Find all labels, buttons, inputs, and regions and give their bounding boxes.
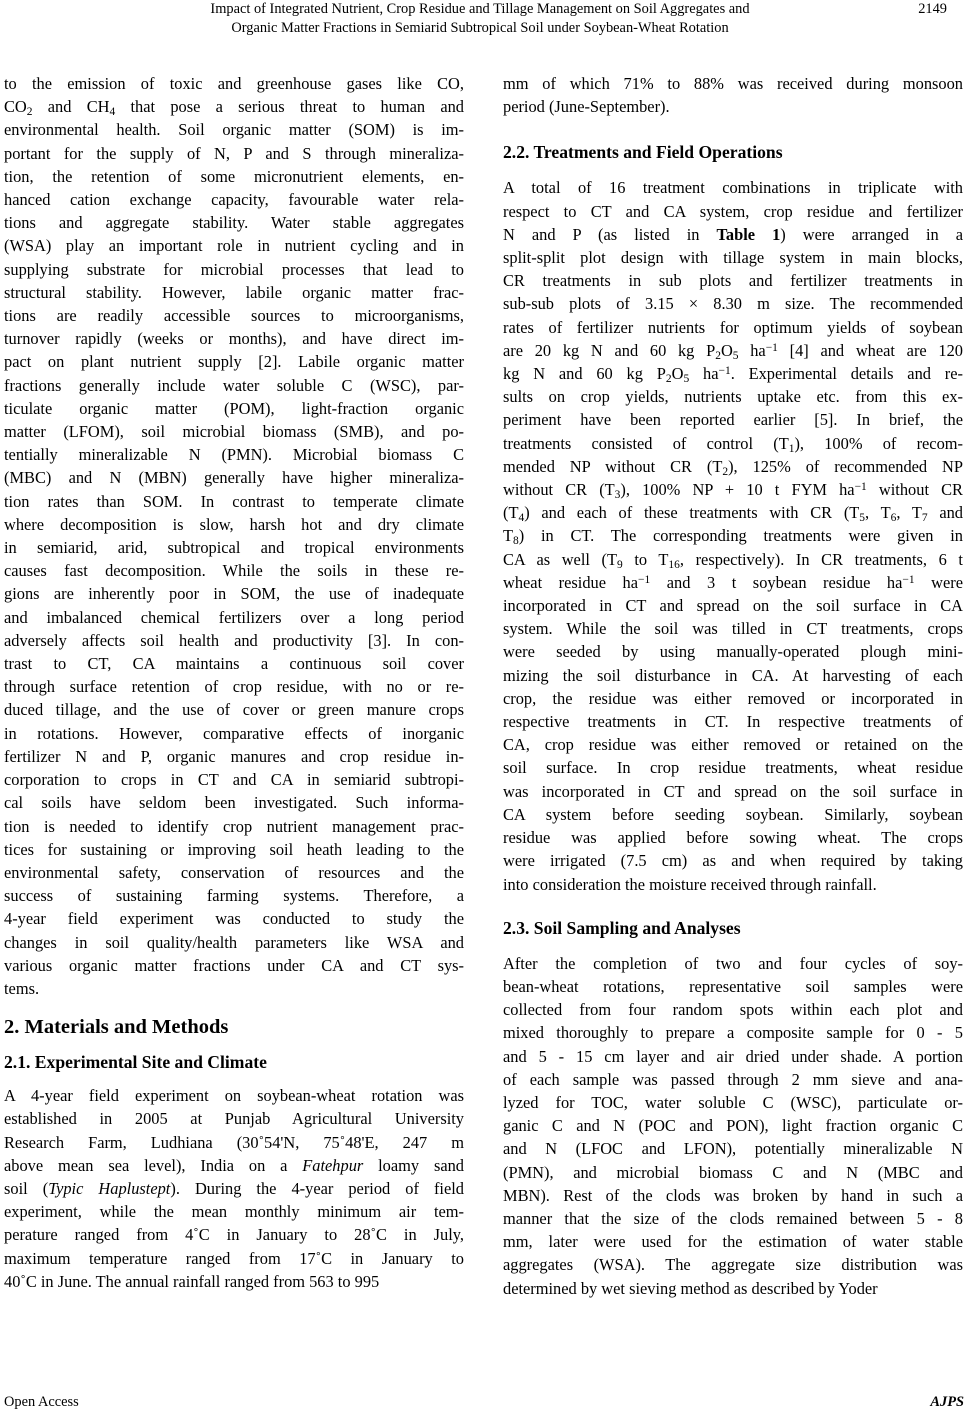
text-line: mizing the soil disturbance in CA. At harvesting of each [503,665,963,685]
text-line: incorporated in CT and spread on the soil surface in CA [503,596,963,616]
text-line: hanced cation exchange capacity, favourable water rela- [4,190,464,210]
right-column [503,72,963,1300]
text-line: environmental health. Soil organic matter (SOM) is im- [4,120,464,140]
text-line: was incorporated in CT and spread on the soil surface in [503,781,963,801]
text-line: corporation to crops in CT and CA in semiarid subtropi- [4,770,464,790]
text-line: where decomposition is slow, harsh hot and dry climate [4,514,464,534]
text-line: ticulate organic matter (POM), light-fraction organic [4,398,464,418]
text-line: CR treatments in sub plots and fertilizer treatments in [503,271,963,291]
text-line: rates of fertilizer nutrients for optimum yields of soybean [503,317,963,337]
text-line: split-split plot design with tillage system in main blocks, [503,248,963,268]
text-line: CA system before seeding soybean. Similarly, soybean [503,804,963,824]
text-line: crop, the residue was either removed or incorporated in [503,688,963,708]
text-line: periment have been reported earlier [5]. In brief, the [503,410,963,430]
paragraph-treatments [503,176,963,895]
text-line: soil (Typic Haplustept). During the 4-year period of field [4,1178,464,1198]
text-line: mm of which 71% to 88% was received during monsoon [503,74,963,93]
text-line: $T_8$) in CT. The corresponding treatments were given in [503,526,963,548]
subsection-heading-treatments: 2.2. Treatments and Field Operations [503,142,783,163]
text-line: mixed thoroughly to prepare a composite sample for 0 - 5 [503,1023,963,1043]
text-line: fertilizer N and P, organic manures and crop residue in- [4,746,464,766]
text-line: sub-sub plots of 3.15 × 8.30 m size. The recommended [503,294,963,314]
text-line: $CO_2$ and $CH_4$ that pose a serious threat to human and [4,97,464,119]
running-title [120,0,840,38]
text-line: (WSA) play an important role in nutrient cycling and in [4,236,464,256]
text-line: above mean sea level), India on a Fatehpur loamy sand [4,1155,464,1175]
text-line: tion, the retention of some micronutrient elements, en- [4,166,464,186]
subsection-heading-soil-sampling: 2.3. Soil Sampling and Analyses [503,917,741,938]
text-line: in rotations. However, comparative effects of inorganic [4,723,464,743]
text-line: were seeded by using manually-operated plough mini- [503,642,963,662]
text-line: determined by wet sieving method as described by Yoder [503,1278,878,1298]
text-line: After the completion of two and four cycles of soy- [503,953,963,973]
text-line: success of sustaining farming systems. Therefore, a [4,886,464,906]
text-line: tems. [4,978,40,998]
text-line: tion rates than SOM. In contrast to temperate climate [4,491,464,511]
text-line: collected from four random spots within each plot and [503,1000,963,1020]
text-line: experiment, while the mean monthly minimum air tem- [4,1202,464,1222]
text-line: in semiarid, arid, subtropical and tropical environments [4,538,464,558]
text-line: matter (LFOM), soil microbial biomass (SMB), and po- [4,422,464,442]
text-line: Research Farm, Ludhiana (30˚54'N, 75˚48'E, 247 m [4,1132,464,1152]
text-line: fractions generally include water soluble C (WSC), par- [4,375,464,395]
text-line: through surface retention of crop residue, with no or re- [4,677,464,697]
text-line: and N (LFOC and LFON), potentially mineralizable N [503,1139,963,1159]
text-line: gions are inherently poor in SOM, the use of inadequate [4,584,464,604]
text-line: tentially mineralizable N (PMN). Microbial biomass C [4,445,464,465]
text-line: wheat residue $ha^{-1}$ and 3 t soybean residue $ha^{-1}$ were [503,572,963,592]
text-line: established in 2005 at Punjab Agricultural University [4,1109,464,1129]
text-line: respective treatments in CT. In respective treatments of [503,712,963,732]
text-line: aggregates (WSA). The aggregate size distribution was [503,1255,963,1275]
paragraph-soil-sampling [503,952,963,1300]
running-title-line-1: Impact of Integrated Nutrient, Crop Residue and Tillage Management on Soil Aggregates and [210,1,750,17]
text-line: A total of 16 treatment combinations in triplicate with [503,178,963,198]
text-line: kg N and 60 kg $P_2O_5$ $ha^{-1}$. Experimental details and re- [503,364,963,385]
text-line: system. While the soil was tilled in CT treatments, crops [503,619,963,639]
text-line: supplying substrate for microbial processes that lead to [4,259,464,279]
text-line: MBN). Rest of the clods was broken by hand in such a [503,1185,963,1205]
text-line: were irrigated (7.5 cm) as and when required by taking [503,851,963,871]
page-number: 2149 [918,1,947,17]
text-line: perature ranged from 4˚C in January to 28˚C in July, [4,1225,464,1245]
text-line: ganic C and N (POC and PON), light fraction organic C [503,1116,963,1136]
running-header [0,0,967,44]
section-heading-materials-methods: 2. Materials and Methods [4,1016,229,1039]
text-line: soil surface. In crop residue treatments, wheat residue [503,758,963,778]
text-line: pact on plant nutrient supply [2]. Labile organic matter [4,352,464,372]
text-line: period (June-September). [503,97,670,117]
text-line: (MBC) and N (MBN) generally have higher mineraliza- [4,468,464,488]
text-line: CA, crop residue was either removed or retained on the [503,735,963,755]
left-column [4,72,464,1293]
footer-journal-abbrev: AJPS [930,1394,964,1410]
footer-open-access: Open Access [4,1394,79,1410]
paragraph-site-climate [4,1084,464,1293]
text-line: tion is needed to identify crop nutrient management prac- [4,816,464,836]
paragraph-intro-continued [4,72,464,1000]
text-line: residue was applied before sowing wheat. The crops [503,828,963,848]
text-line: maximum temperature ranged from 17˚C in January to [4,1248,464,1268]
text-line: lyzed for TOC, water soluble C (WSC), particulate or- [503,1092,963,1112]
text-line: CA as well ($T_9$ to $T_{16}$, respectively). In CR treatments, 6 t [503,549,963,571]
text-line: tices for sustaining or improving soil heath leading to the [4,839,464,859]
text-line: (PMN), and microbial biomass C and N (MBC and [503,1162,963,1182]
text-line: mended NP without CR $(T_2)$, 125% of recommended NP [503,456,963,478]
text-line: tions and aggregate stability. Water stable aggregates [4,213,464,233]
running-title-line-2: Organic Matter Fractions in Semiarid Subtropical Soil under Soybean-Wheat Rotation [231,20,729,36]
text-line: trast to CT, CA maintains a continuous soil cover [4,654,464,674]
text-line: to the emission of toxic and greenhouse gases like CO, [4,74,464,93]
text-line: cal soils have seldom been investigated. Such informa- [4,793,464,813]
text-line: structural stability. However, labile organic matter frac- [4,282,464,302]
paragraph-rainfall-continued [503,72,963,118]
text-line: $(T_4)$ and each of these treatments with CR ($T_5$, $T_6$, $T_7$ and [503,503,963,525]
text-line: causes fast decomposition. While the soils in these re- [4,561,464,581]
text-line: without CR $(T_3)$, 100% NP + 10 t FYM $ha^{-1}$ without CR [503,480,963,501]
text-line: environmental safety, conservation of resources and the [4,862,464,882]
text-line: respect to CT and CA system, crop residue and fertilizer [503,201,963,221]
subsection-heading-site-climate: 2.1. Experimental Site and Climate [4,1052,267,1073]
text-line: N and P (as listed in Table 1) were arranged in a [503,224,963,244]
text-line: A 4-year field experiment on soybean-wheat rotation was [4,1086,464,1106]
text-line: sults on crop yields, nutrients uptake etc. from this ex- [503,387,963,407]
text-line: adversely affects soil health and productivity [3]. In con- [4,630,464,650]
text-line: into consideration the moisture received through rainfall. [503,874,877,894]
text-line: manner that the size of the clods remained between 5 - 8 [503,1208,963,1228]
text-line: portant for the supply of N, P and S through mineraliza- [4,143,464,163]
text-line: are 20 kg N and 60 kg $P_2O_5$ $ha^{-1}$ [4] and wheat are 120 [503,340,963,362]
text-line: bean-wheat rotations, representative soil samples were [503,976,963,996]
text-line: and 5 - 15 cm layer and air dried under shade. A portion [503,1046,963,1066]
text-line: 4-year field experiment was conducted to study the [4,909,464,929]
text-line: and imbalanced chemical fertilizers over a long period [4,607,464,627]
text-line: duced tillage, and the use of cover or green manure crops [4,700,464,720]
text-line: various organic matter fractions under CA and CT sys- [4,955,464,975]
page-footer [4,1394,964,1414]
text-line: mm, later were used for the estimation of water stable [503,1232,963,1252]
text-line: of each sample was passed through 2 mm sieve and ana- [503,1069,963,1089]
text-line: treatments consisted of control $(T_1)$, 100% of recom- [503,433,963,455]
text-line: tions are readily accessible sources to microorganisms, [4,306,464,326]
text-line: changes in soil quality/health parameters like WSA and [4,932,464,952]
text-line: 40˚C in June. The annual rainfall ranged from 563 to 995 [4,1271,380,1291]
text-line: turnover rapidly (weeks or months), and have direct im- [4,329,464,349]
